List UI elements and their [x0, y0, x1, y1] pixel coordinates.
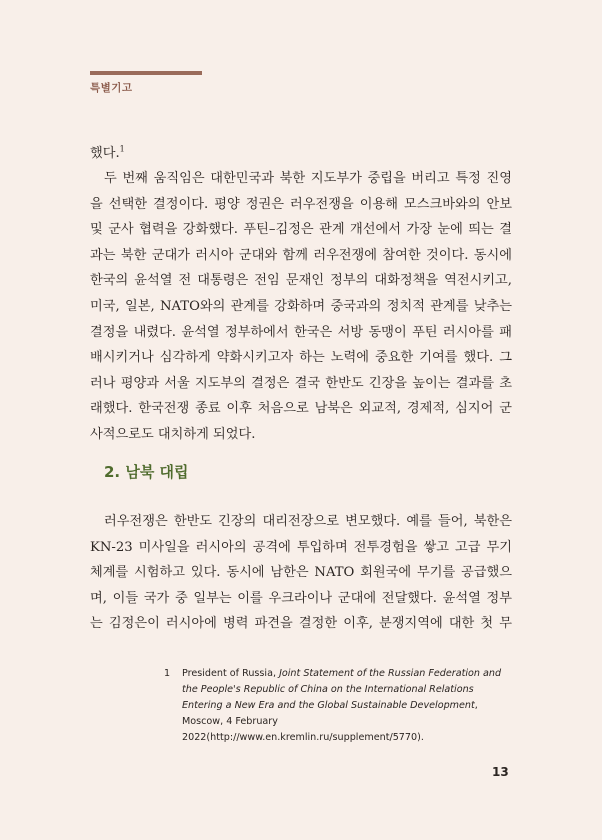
paragraph-line: KN-23 미사일을 러시아의 공격에 투입하며 전투경험을 쌓고 고급 무기: [90, 539, 512, 555]
paragraph-line: 미국, 일본, NATO와의 관계를 강화하며 중국과의 정치적 관계를 낮추는: [90, 298, 512, 314]
section-label: 특별기고: [90, 82, 133, 94]
paragraph-1-text: 했다.: [90, 146, 120, 161]
paragraph-3: [90, 509, 512, 637]
section-heading: 2. 남북 대립: [104, 463, 189, 481]
footnote-author: President of Russia,: [182, 668, 280, 679]
footnote: [164, 666, 514, 746]
page-number: 13: [492, 765, 509, 779]
paragraph-line: 한국의 윤석열 전 대통령은 전임 문재인 정부의 대화정책을 역전시키고,: [90, 273, 512, 289]
paragraph-line: 결정을 내렸다. 윤석열 정부하에서 한국은 서방 동맹이 푸틴 러시아를 패: [90, 324, 512, 340]
header-rule: [90, 71, 202, 75]
paragraph-line: 배시키거나 심각하게 약화시키고자 하는 노력에 중요한 기여를 했다. 그: [90, 350, 512, 366]
paragraph-line: 며, 이들 국가 중 일부는 이를 우크라이나 군대에 전달했다. 윤석열 정부: [90, 590, 512, 606]
paragraph-line: 는 김정은이 러시아에 병력 파견을 결정한 이후, 분쟁지역에 대한 첫 무: [90, 616, 512, 632]
paragraph-line: 러나 평양과 서울 지도부의 결정은 결국 한반도 긴장을 높이는 결과를 초: [90, 375, 512, 391]
paragraph-line: 러우전쟁은 한반도 긴장의 대리전장으로 변모했다. 예를 들어, 북한은: [104, 514, 512, 529]
footnote-number: 1: [164, 668, 171, 679]
footnote-details: , Moscow, 4 February 2022(http://www.en.kremlin.ru/supplement/5770).: [182, 700, 478, 743]
footnote-reference[interactable]: 1: [119, 144, 125, 154]
paragraph-line: 래했다. 한국전쟁 종료 이후 처음으로 남북은 외교적, 경제적, 심지어 군: [90, 401, 512, 417]
footnote-text: [182, 666, 514, 746]
paragraph-line: 을 선택한 결정이다. 평양 정권은 러우전쟁을 이용해 모스크바와의 안보: [90, 196, 512, 212]
paragraph-1: [90, 141, 512, 167]
paragraph-line: 과는 북한 군대가 러시아 군대와 함께 러우전쟁에 참여한 것이다. 동시에: [90, 247, 512, 263]
footnote-title: Joint Statement of the Russian Federation and the People's Republic of China on the International Relations Entering a New Era and the Global Sustainable Development: [182, 668, 502, 711]
paragraph-2: [90, 166, 512, 448]
paragraph-line: 체계를 시험하고 있다. 동시에 남한은 NATO 회원국에 무기를 공급했으: [90, 565, 512, 581]
paragraph-line: 사적으로도 대치하게 되었다.: [90, 426, 256, 442]
paragraph-line: 및 군사 협력을 강화했다. 푸틴–김정은 관계 개선에서 가장 눈에 띄는 결: [90, 222, 512, 238]
paragraph-line: 두 번째 움직임은 대한민국과 북한 지도부가 중립을 버리고 특정 진영: [104, 171, 512, 186]
